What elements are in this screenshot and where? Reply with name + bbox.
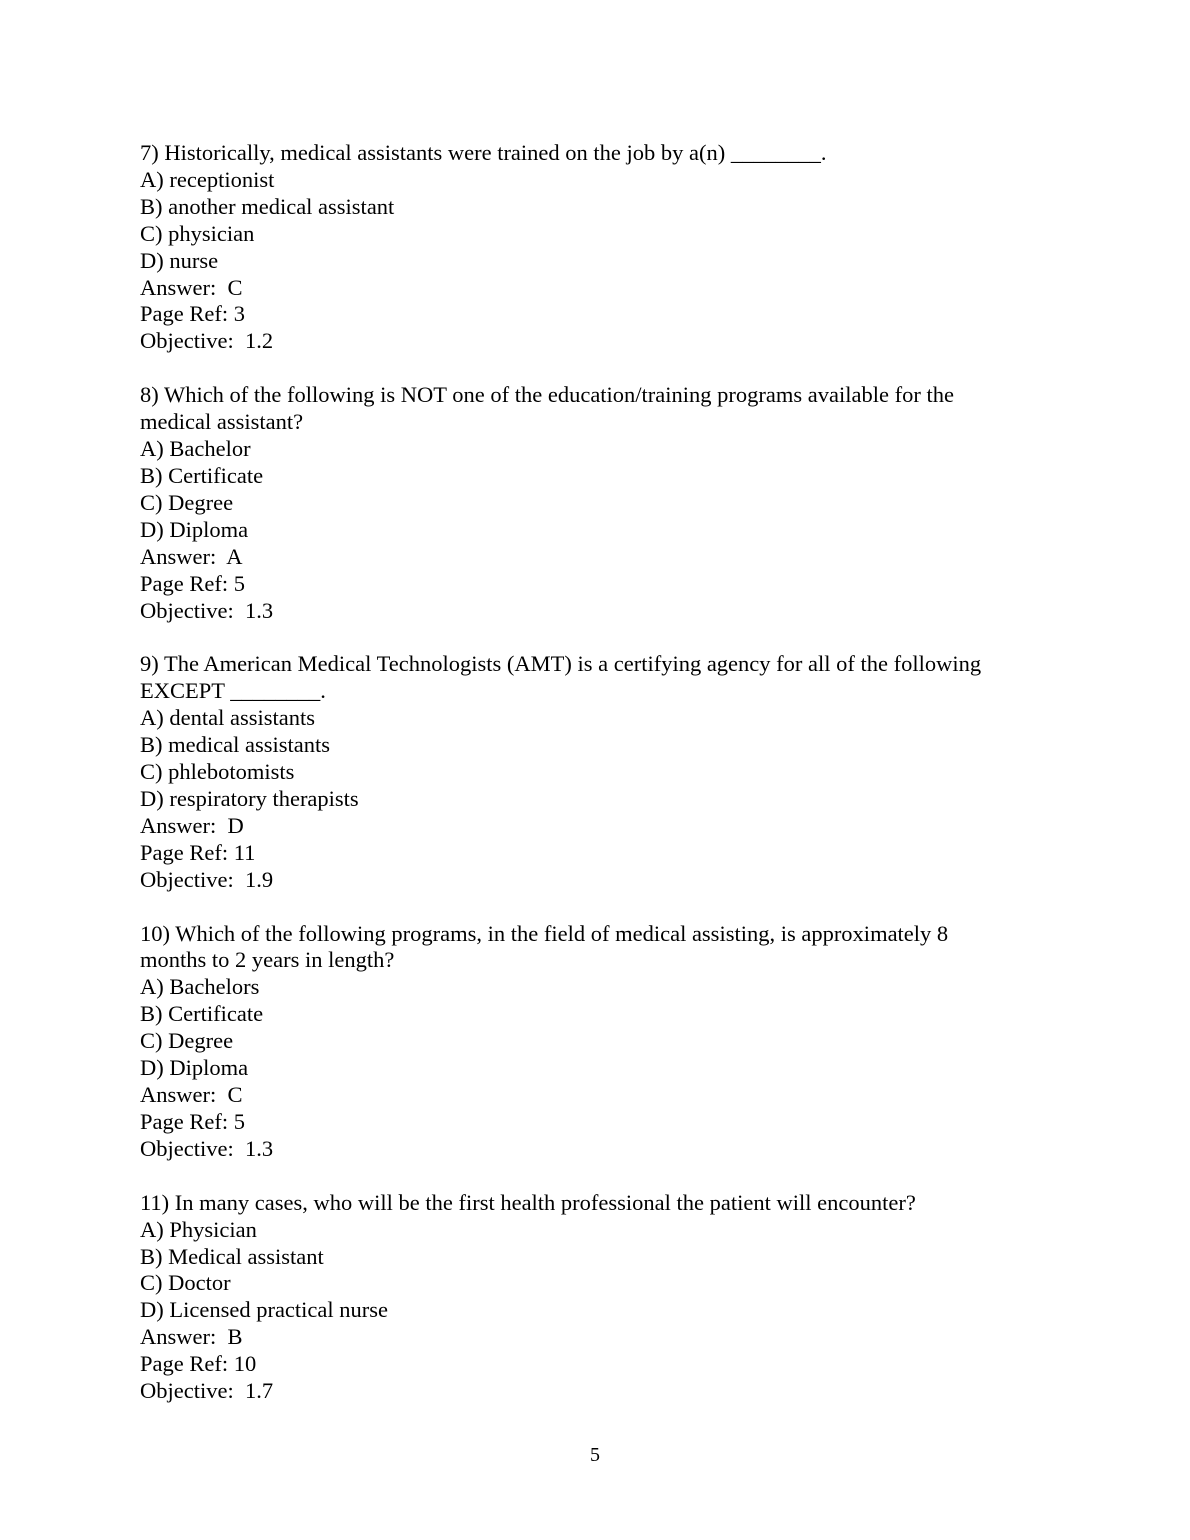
objective: Objective: 1.7 [140, 1378, 274, 1404]
option-a: A) Bachelor [140, 436, 251, 462]
question-11 [140, 1190, 1040, 1405]
option-c: C) Degree [140, 489, 234, 515]
page-ref: Page Ref: 11 [140, 839, 256, 865]
option-d: D) nurse [140, 247, 219, 273]
option-c: C) Doctor [140, 1270, 231, 1296]
question-stem-continued: EXCEPT ________. [140, 678, 326, 704]
question-7 [140, 140, 1040, 355]
option-d: D) Diploma [140, 1055, 249, 1081]
option-c: C) phlebotomists [140, 759, 295, 785]
option-a: A) Bachelors [140, 974, 260, 1000]
option-a: A) Physician [140, 1216, 257, 1242]
answer: Answer: C [140, 1082, 243, 1107]
question-stem: 11) In many cases, who will be the first health professional the patient will encounter? [140, 1189, 916, 1215]
document-body [140, 140, 1040, 1432]
page-ref: Page Ref: 5 [140, 570, 245, 596]
option-c: C) Degree [140, 1028, 234, 1054]
page-number: 5 [590, 1444, 600, 1466]
question-stem: 10) Which of the following programs, in the field of medical assisting, is approximately 8 [140, 920, 949, 946]
option-b: B) medical assistants [140, 732, 330, 758]
objective: Objective: 1.2 [140, 328, 274, 354]
option-d: D) respiratory therapists [140, 785, 359, 811]
option-b: B) Certificate [140, 462, 264, 488]
question-10 [140, 921, 1040, 1163]
question-stem-continued: medical assistant? [140, 409, 304, 435]
question-stem: 7) Historically, medical assistants were trained on the job by a(n) ________. [140, 140, 827, 165]
option-b: B) another medical assistant [140, 193, 395, 219]
answer: Answer: C [140, 274, 243, 300]
page-ref: Page Ref: 5 [140, 1108, 245, 1134]
answer: Answer: B [140, 1324, 243, 1350]
question-9 [140, 651, 1040, 893]
page-ref: Page Ref: 10 [140, 1351, 257, 1377]
option-a: A) receptionist [140, 166, 275, 192]
objective: Objective: 1.9 [140, 866, 274, 892]
option-b: B) Medical assistant [140, 1243, 324, 1269]
question-stem: 9) The American Medical Technologists (AMT) is a certifying agency for all of the following [140, 651, 982, 677]
question-stem: 8) Which of the following is NOT one of the education/training programs available for the [140, 382, 954, 408]
answer: Answer: A [140, 543, 243, 569]
option-c: C) physician [140, 220, 255, 246]
option-b: B) Certificate [140, 1001, 264, 1027]
page-ref: Page Ref: 3 [140, 301, 245, 327]
objective: Objective: 1.3 [140, 1135, 274, 1161]
option-d: D) Licensed practical nurse [140, 1297, 389, 1323]
objective: Objective: 1.3 [140, 597, 274, 623]
option-d: D) Diploma [140, 516, 249, 542]
option-a: A) dental assistants [140, 705, 315, 731]
question-stem-continued: months to 2 years in length? [140, 947, 395, 973]
answer: Answer: D [140, 812, 244, 838]
question-8 [140, 382, 1040, 624]
